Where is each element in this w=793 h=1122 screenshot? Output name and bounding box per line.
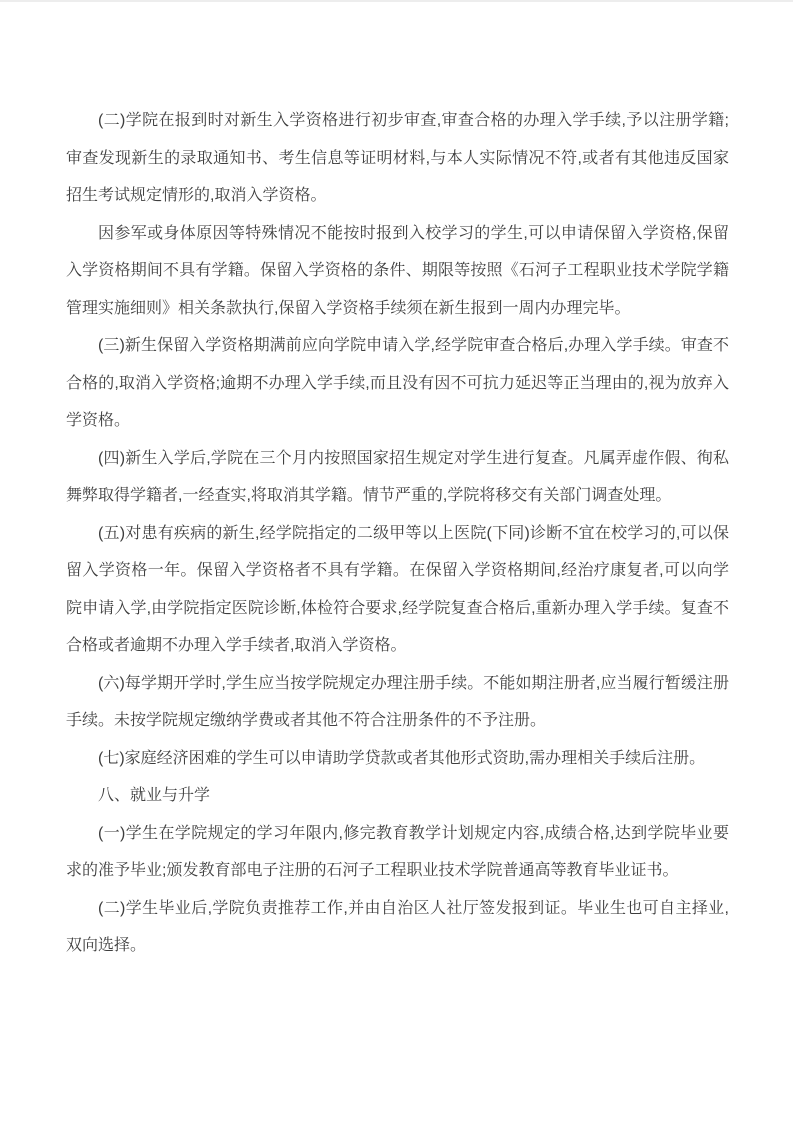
paragraph-enrollment-expiry: (三)新生保留入学资格期满前应向学院申请入学,经学院审查合格后,办理入学手续。审查不合格的,取消入学资格;逾期不办理入学手续,而且没有因不可抗力延迟等正当理由的,视为放弃入学资格。 [66,337,729,429]
paragraph-post-enrollment-check: (四)新生入学后,学院在三个月内按照国家招生规定对学生进行复查。凡属弄虚作假、徇私舞弊取得学籍者,一经查实,将取消其学籍。情节严重的,学院将移交有关部门调查处理。 [66,449,729,504]
paragraph-deferred-enrollment: 因参军或身体原因等特殊情况不能按时报到入校学习的学生,可以申请保留入学资格,保留入学资格期间不具有学籍。保留入学资格的条件、期限等按照《石河子工程职业技术学院学籍管理实施细则》相关条款执行,保留入学资格手续须在新生报到一周内办理完毕。 [66,224,729,317]
page-top-edge [0,0,793,2]
section-heading-employment: 八、就业与升学 [98,787,211,804]
paragraph-financial-aid: (七)家庭经济困难的学生可以申请助学贷款或者其他形式资助,需办理相关手续后注册。 [98,749,706,767]
paragraph-job-placement: (二)学生毕业后,学院负责推荐工作,并由自治区人社厅签发报到证。毕业生也可自主择业,双向选择。 [66,899,729,954]
paragraph-term-registration: (六)每学期开学时,学生应当按学院规定办理注册手续。不能如期注册者,应当履行暂缓注册手续。未按学院规定缴纳学费或者其他不符合注册条件的不予注册。 [66,674,729,729]
paragraph-admission-review: (二)学院在报到时对新生入学资格进行初步审查,审查合格的办理入学手续,予以注册学籍;审查发现新生的录取通知书、考生信息等证明材料,与本人实际情况不符,或者有其他违反国家招生考试规定情形的,取消入学资格。 [66,112,729,204]
paragraph-graduation-cert: (一)学生在学院规定的学习年限内,修完教育教学计划规定内容,成绩合格,达到学院毕业要求的准予毕业;颁发教育部电子注册的石河子工程职业技术学院普通高等教育毕业证书。 [66,824,729,879]
paragraph-illness-deferral: (五)对患有疾病的新生,经学院指定的二级甲等以上医院(下同)诊断不宜在校学习的,可以保留入学资格一年。保留入学资格者不具有学籍。在保留入学资格期间,经治疗康复者,可以向学院申请入学,由学院指定医院诊断,体检符合要求,经学院复查合格后,重新办理入学手续。复查不合格或者逾期不办理入学手续者,取消入学资格。 [66,524,729,654]
document-body [66,102,729,965]
